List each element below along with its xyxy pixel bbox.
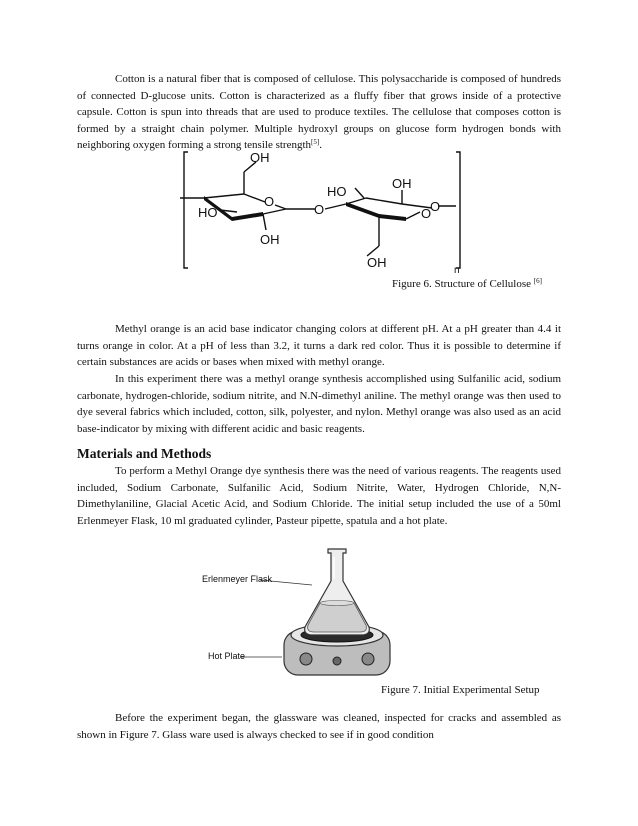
label-end-oxygen: O	[430, 199, 441, 214]
label-bridge-oxygen: O	[314, 202, 325, 217]
label-oh-top-right: OH	[392, 176, 412, 191]
label-oh-bottom-left: OH	[260, 232, 280, 247]
paragraph-cotton	[77, 71, 561, 154]
paragraph-materials-text: To perform a Methyl Orange dye synthesis there was the need of various reagents. The reagents used included, Sodium Carbonate, Sulfanilic Acid, Sodium Nitrite, Water, Hydrogen Chloride, N,N-Dimethylaniline, Glacial Acetic Acid, and Sodium Chloride. The initial setup included the use of a 50ml Erlenmeyer Flask, 10 ml graduated cylinder, Pasteur pipette, spatula and a hot plate.	[77, 465, 561, 527]
paragraph-cotton-text: Cotton is a natural fiber that is composed of cellulose. This polysaccharide is composed of hundreds of connected D-glucose units. Cotton is characterized as a fluffy fiber that grows inside of a protective capsule. Cotton is spun into threads that are used to produce textiles. The cellulose that composes cotton is formed by a straight chain polymer. Multiple hydroxyl groups on glucose form hydrogen bonds with neighboring oxygen forming a strong tensile strength	[77, 73, 561, 152]
label-subscript-n: n	[454, 265, 460, 273]
label-oh-bottom-right: OH	[367, 255, 387, 270]
label-ring-oxygen-left: O	[264, 194, 275, 209]
figure6-caption-text: Figure 6. Structure of Cellulose	[392, 278, 532, 290]
paragraph-materials	[77, 463, 561, 529]
paragraph-cotton-period: .	[319, 139, 322, 152]
label-ho-right: HO	[327, 184, 347, 199]
paragraph-before-experiment-text: Before the experiment began, the glassware was cleaned, inspected for cracks and assembled as shown in Figure 7. Glass ware used is always checked to see if in good condition	[77, 712, 561, 741]
hot-plate-knob-right	[362, 653, 374, 665]
label-oh-top-left: OH	[250, 150, 270, 165]
paragraph-experiment-text: In this experiment there was a methyl orange synthesis accomplished using Sulfanilic acid, sodium carbonate, hydrogen-chloride, sodium nitrite, and N.N-dimethyl aniline. The methyl orange was then used to dye several fabrics which included, cotton, silk, polyester, and nylon. Methyl orange was also used as an acid base-indicator by mixing with different acidic and basic reagents.	[77, 373, 561, 435]
hot-plate-light	[333, 657, 341, 665]
figure6-caption	[392, 278, 542, 290]
citation-5: [5]	[311, 138, 320, 147]
section-heading: Materials and Methods	[77, 446, 212, 461]
paragraph-before-experiment	[77, 710, 561, 743]
citation-6: [6]	[533, 277, 542, 285]
label-hot-plate: Hot Plate	[208, 651, 246, 661]
paragraph-methyl-orange	[77, 321, 561, 371]
label-ho-left: HO	[198, 205, 218, 220]
label-erlenmeyer-flask: Erlenmeyer Flask	[202, 574, 273, 584]
paragraph-experiment	[77, 371, 561, 437]
label-ring-oxygen-right: O	[421, 206, 432, 221]
experimental-setup-illustration	[200, 545, 400, 680]
cellulose-structure-diagram	[180, 148, 470, 273]
hot-plate-knob-left	[300, 653, 312, 665]
figure7-caption: Figure 7. Initial Experimental Setup	[381, 684, 540, 696]
paragraph-methyl-orange-text: Methyl orange is an acid base indicator changing colors at different pH. At a pH greater than 4.4 it turns orange in color. At a pH of less than 3.2, it turns a dark red color. Thus it is possible to determine if certain substances are acids or bases when mixed with methyl orange.	[77, 323, 561, 369]
